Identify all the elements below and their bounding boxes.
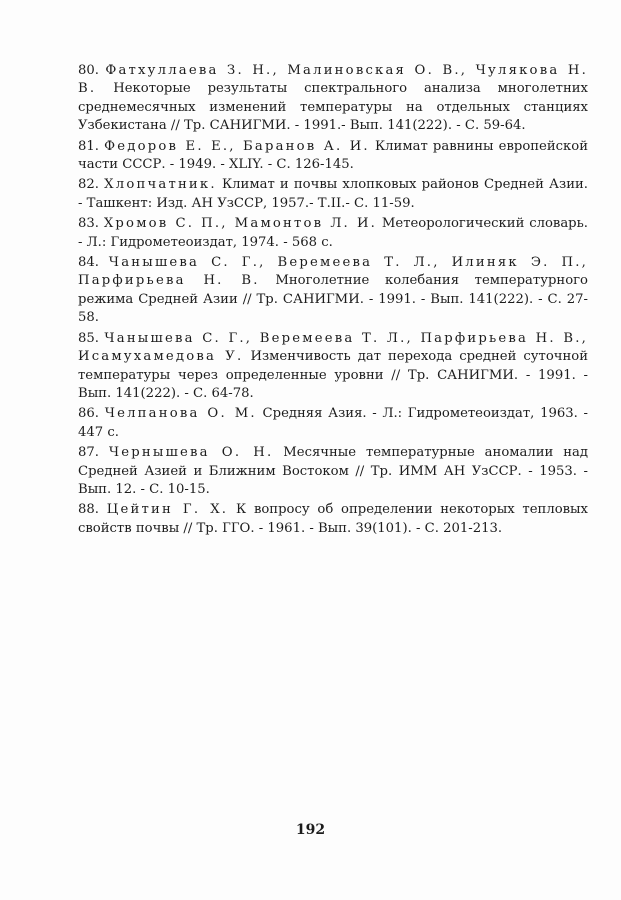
reference-number: 88. — [78, 502, 99, 518]
reference-text: Климат равнины европейской части СССР. - 1949. - XLIY. - С. 126-145. — [78, 138, 588, 173]
reference-text: Климат и почвы хлопковых районов Средней Азии. - Ташкент: Изд. АН УзССР, 1957.- Т.II.- С. 11-59. — [78, 177, 588, 211]
reference-text: Средняя Азия. - Л.: Гидрометеоиздат, 1963. - 447 с. — [78, 406, 588, 440]
reference-authors: Челпанова О. М. — [104, 406, 257, 422]
reference-number: 84. — [78, 255, 99, 271]
reference-authors: Хлопчатник. — [104, 177, 217, 193]
reference-84 — [78, 254, 588, 328]
reference-text: Многолетние колебания температурного режима Средней Азии // Тр. САНИГМИ. - 1991. - Вып. 141(222). - С. 27-58. — [78, 273, 588, 326]
reference-list — [78, 62, 588, 540]
reference-text: Месячные температурные аномалии над Средней Азией и Ближним Востоком // Тр. ИММ АН УзССР. - 1953. - Вып. 12. - С. 10-15. — [78, 445, 588, 497]
reference-text: Некоторые результаты спектрального анализа многолетних среднемесячных изменений температуры на отдельных станциях Узбекистана // Тр. САНИГМИ. - 1991.- Вып. 141(222). - С. 59-64. — [78, 81, 588, 134]
reference-83 — [78, 215, 588, 252]
reference-80 — [78, 62, 588, 136]
reference-text: Изменчивость дат перехода средней суточной температуры через определенные уровни // Тр. САНИГМИ. - 1991. - Вып. 141(222). - С. 64-78. — [78, 349, 588, 401]
reference-86 — [78, 405, 588, 442]
reference-number: 81. — [78, 138, 99, 154]
reference-text: Метеорологический словарь. - Л.: Гидрометеоиздат, 1974. - 568 с. — [78, 216, 588, 250]
reference-authors: Чернышева О. Н. — [108, 445, 274, 461]
reference-authors: Федоров Е. Е., Баранов А. И. — [104, 138, 370, 154]
reference-number: 83. — [78, 216, 99, 232]
page-number: 192 — [295, 822, 326, 838]
reference-number: 80. — [78, 63, 99, 78]
reference-85 — [78, 330, 588, 404]
reference-number: 85. — [78, 330, 99, 346]
reference-authors: Фатхуллаева З. Н., Малиновская О. В., Чулякова Н. В. — [78, 63, 588, 97]
reference-authors: Цейтин Г. Х. — [106, 502, 229, 518]
reference-87 — [78, 444, 588, 499]
reference-81 — [78, 138, 588, 175]
reference-text: К вопросу об определении некоторых тепловых свойств почвы // Тр. ГГО. - 1961. - Вып. 39(101). - С. 201-213. — [78, 502, 588, 536]
reference-number: 82. — [78, 177, 99, 193]
reference-authors: Чанышева С. Г., Веремеева Т. Л., Илиняк Э. П., Парфирьева Н. В. — [78, 255, 588, 289]
reference-authors: Хромов С. П., Мамонтов Л. И. — [103, 216, 378, 232]
reference-82 — [78, 176, 588, 213]
reference-number: 87. — [78, 445, 99, 461]
reference-88 — [78, 501, 588, 538]
reference-authors: Чанышева С. Г., Веремеева Т. Л., Парфирьева Н. В., Исамухамедова У. — [78, 330, 588, 365]
reference-number: 86. — [78, 406, 99, 422]
